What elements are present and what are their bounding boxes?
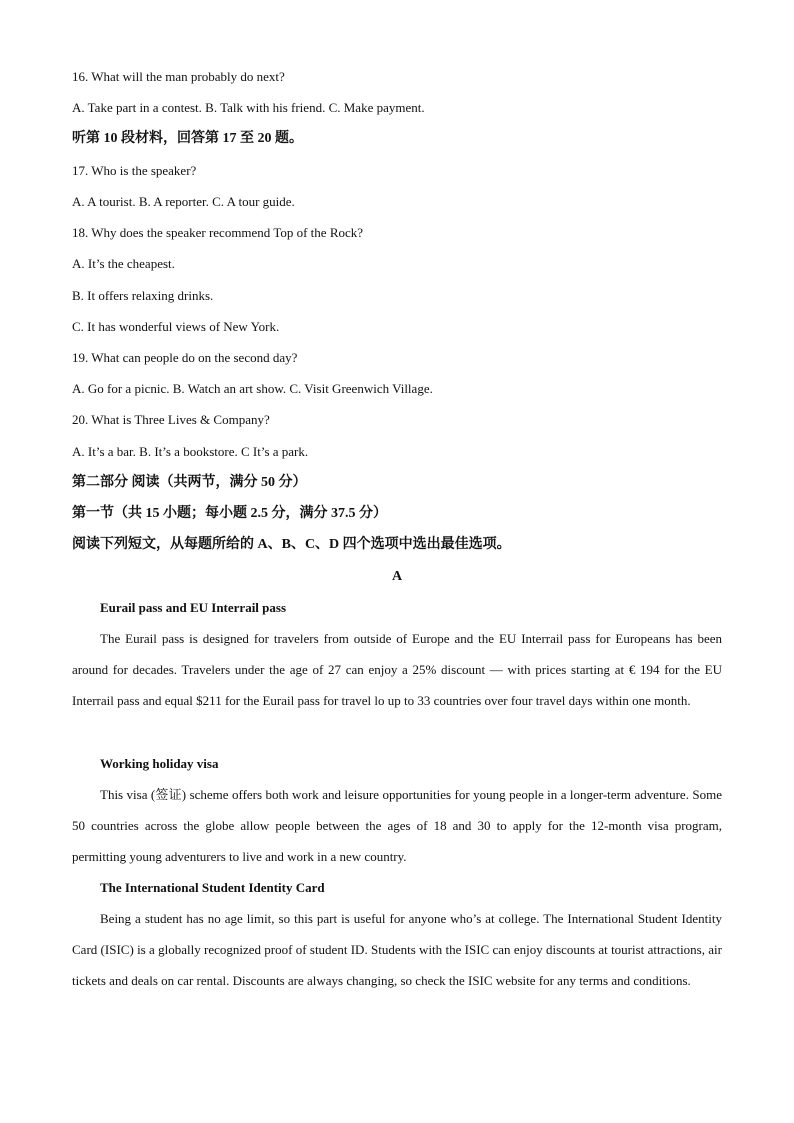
paragraph-isic: Being a student has no age limit, so this part is useful for anyone who’s at college. The International Student Identity Card (ISIC) is a globally recognized proof of student ID. Students with the ISIC can enjoy discounts at tourist attractions, air tickets and deals on car rental. Discounts are always changing, so check the ISIC website for any terms and conditions.: [72, 911, 722, 989]
section-1-title: 第一节（共 15 小题；每小题 2.5 分，满分 37.5 分）: [72, 506, 387, 521]
heading-working-holiday: Working holiday visa: [100, 756, 219, 771]
passage-letter: A: [391, 569, 403, 584]
question-20-stem: 20. What is Three Lives & Company?: [72, 412, 270, 427]
question-19-options: A. Go for a picnic. B. Watch an art show. C. Visit Greenwich Village.: [72, 381, 433, 396]
question-17-stem: 17. Who is the speaker?: [72, 163, 197, 178]
question-16-options: A. Take part in a contest. B. Talk with his friend. C. Make payment.: [72, 100, 425, 115]
paragraph-working-holiday: This visa (签证) scheme offers both work and leisure opportunities for young people in a longer-term adventure. Some 50 countries across the globe allow people between the ages of 18 and 30 to apply for the 12-month visa program, permitting young adventurers to live and work in a new country.: [72, 787, 722, 865]
heading-isic: The International Student Identity Card: [100, 880, 325, 895]
question-20-options: A. It’s a bar. B. It’s a bookstore. C It’s a park.: [72, 444, 309, 459]
part-2-title: 第二部分 阅读（共两节，满分 50 分）: [72, 475, 307, 490]
question-18-option-b: B. It offers relaxing drinks.: [72, 288, 214, 303]
reading-instruction: 阅读下列短文，从每题所给的 A、B、C、D 四个选项中选出最佳选项。: [72, 537, 511, 552]
question-18-option-c: C. It has wonderful views of New York.: [72, 319, 280, 334]
question-16-stem: 16. What will the man probably do next?: [72, 69, 285, 84]
heading-eurail: Eurail pass and EU Interrail pass: [100, 600, 287, 615]
section-10-instruction: 听第 10 段材料，回答第 17 至 20 题。: [72, 131, 303, 146]
question-18-stem: 18. Why does the speaker recommend Top of the Rock?: [72, 225, 364, 240]
question-19-stem: 19. What can people do on the second day?: [72, 350, 298, 365]
question-17-options: A. A tourist. B. A reporter. C. A tour guide.: [72, 194, 295, 209]
paragraph-eurail: The Eurail pass is designed for travelers from outside of Europe and the EU Interrail pass for Europeans has been around for decades. Travelers under the age of 27 can enjoy a 25% discount — with prices starting at € 194 for the EU Interrail pass and equal $211 for the Eurail pass for travel lo up to 33 countries over four travel days within one month.: [72, 631, 722, 709]
question-18-option-a: A. It’s the cheapest.: [72, 256, 175, 271]
